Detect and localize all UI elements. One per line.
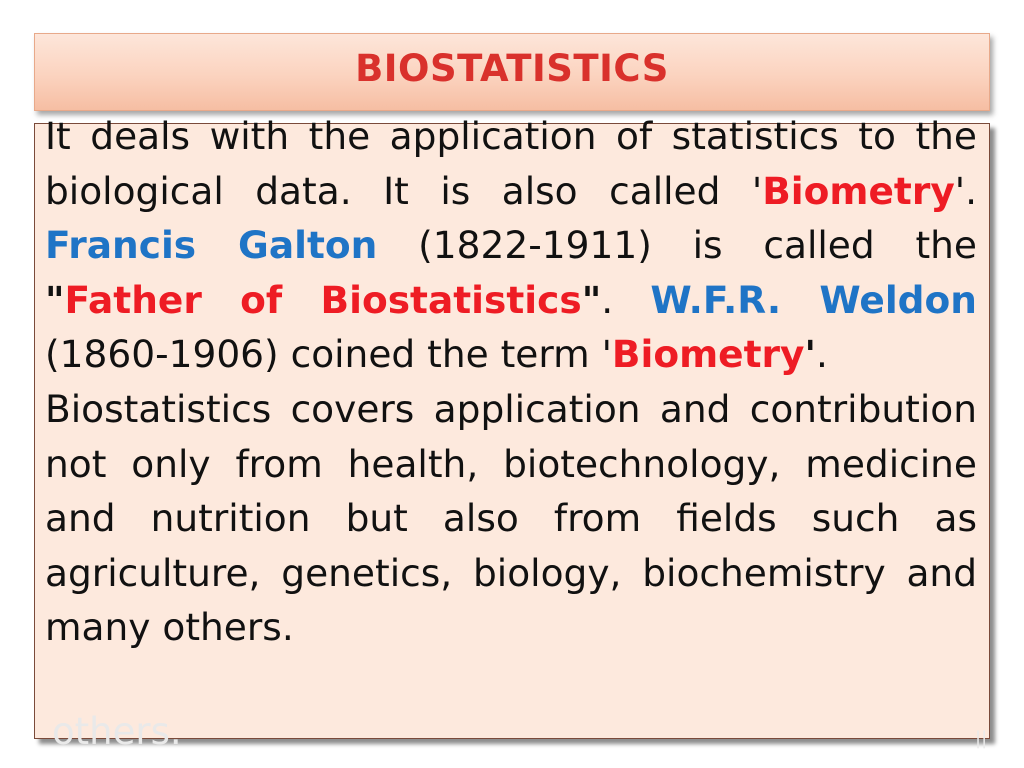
quote-mark: " [45,277,65,322]
text-segment: (1822-1911) is called the [377,223,977,268]
text-segment: It deals with the application of statistics to the biological data. It is also called ' [45,114,977,213]
term-biometry: Biometry [762,168,955,213]
paragraph-definition [45,109,977,382]
name-francis-galton: Francis Galton [45,223,378,268]
name-wfr-weldon: W.F.R. Weldon [650,277,977,322]
paragraph-scope: Biostatistics covers application and contribution not only from health, biotechnology, medicine and nutrition but also from fields such as agriculture, genetics, biology, biochemistry and many others. [45,386,977,650]
slide-title: BIOSTATISTICS [355,46,669,90]
term-biometry: Biometry [611,332,805,377]
ghost-slide-number: || [975,728,988,749]
ghost-text: others. [52,710,182,753]
quote-mark: " [581,277,602,322]
body-text [45,109,977,655]
text-segment: (1860-1906) coined the term ' [45,332,612,377]
quote-mark: ' [804,332,816,377]
title-box [34,33,990,111]
text-segment: . [601,277,651,322]
text-segment: . [815,332,828,377]
text-segment: '. [954,168,977,213]
term-father-of-biostatistics: Father of Biostatistics [64,277,582,322]
